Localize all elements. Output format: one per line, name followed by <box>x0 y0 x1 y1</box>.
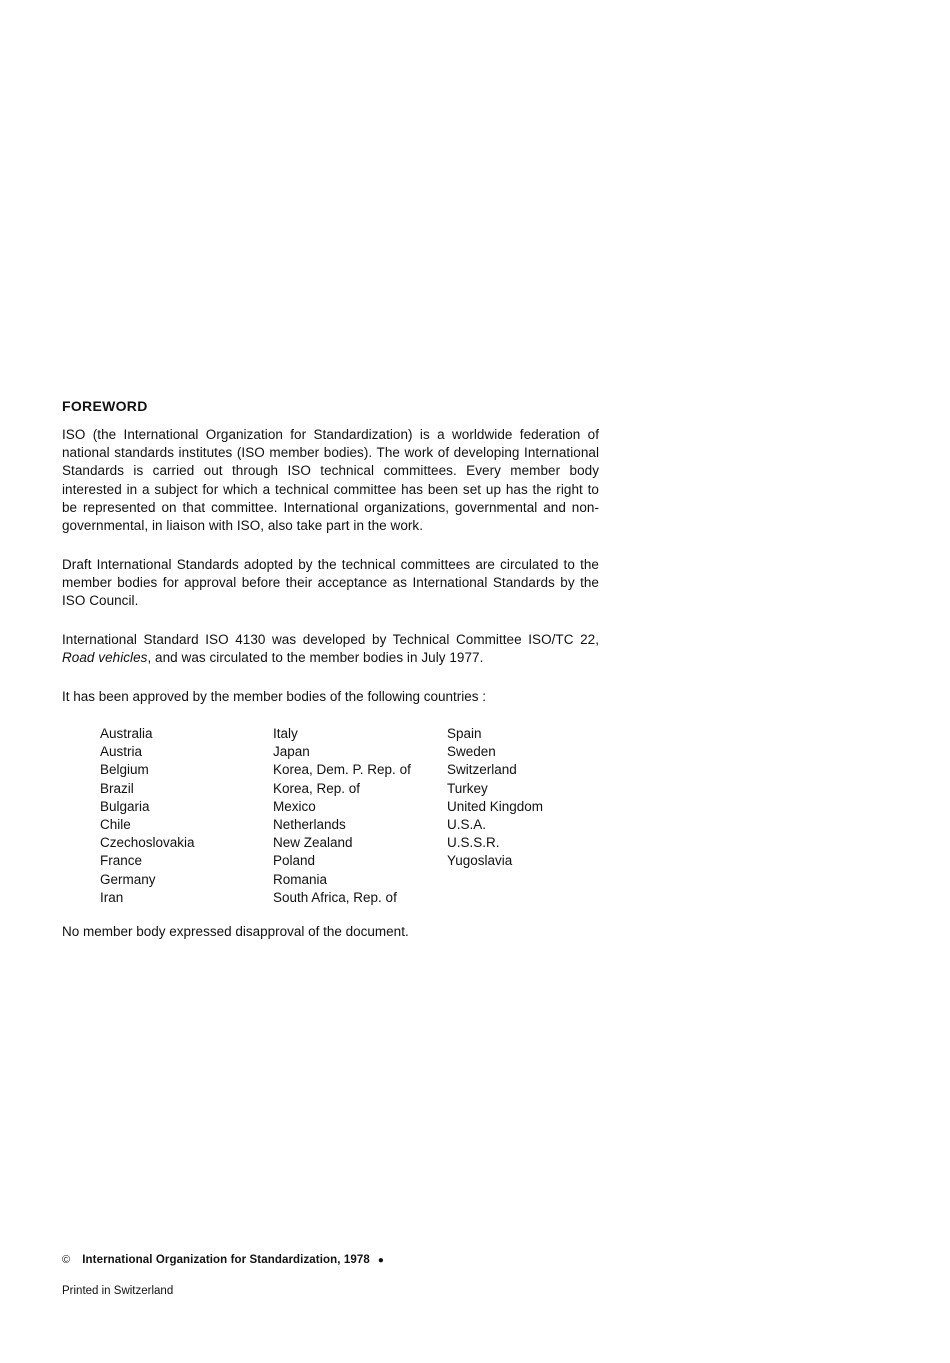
foreword-heading: FOREWORD <box>62 398 148 414</box>
country-item: Czechoslovakia <box>100 835 195 851</box>
paragraph-iso-4130 <box>62 631 599 667</box>
paragraph-iso-intro: ISO (the International Organization for Standardization) is a worldwide federation of national standards institutes (ISO member bodies). The work of developing International Standards is carried out through ISO technical committees. Every member body interested in a subject for which a technical committee has been set up has the right to be represented on that committee. International organizations, governmental and non-governmental, in liaison with ISO, also take part in the work. <box>62 427 599 534</box>
country-item: Romania <box>273 871 328 887</box>
country-item: Japan <box>273 744 310 760</box>
copyright-text: International Organization for Standardization, 1978 <box>82 1254 370 1266</box>
country-item: Germany <box>100 871 156 887</box>
country-item: U.S.S.R. <box>447 835 500 851</box>
paragraph-iso-4130-before: International Standard ISO 4130 was developed by Technical Committee ISO/TC 22, <box>62 632 599 647</box>
country-item: United Kingdom <box>447 798 544 814</box>
copyright-icon: © <box>62 1254 71 1266</box>
copyright-line <box>62 1254 599 1266</box>
country-item: Chile <box>100 817 131 833</box>
country-item: Iran <box>100 889 124 905</box>
country-item: Sweden <box>447 744 496 760</box>
paragraph-iso-4130-after: , and was circulated to the member bodies in July 1977. <box>147 650 484 666</box>
country-item: Spain <box>447 726 482 741</box>
country-column-2 <box>273 725 411 907</box>
country-item: Bulgaria <box>100 798 150 814</box>
country-item: Korea, Rep. of <box>273 780 361 796</box>
paragraph-iso-4130-italic-title: Road vehicles <box>62 650 148 666</box>
country-item: Korea, Dem. P. Rep. of <box>273 762 411 778</box>
country-item: Turkey <box>447 780 488 796</box>
country-item: France <box>100 853 143 869</box>
approved-line: It has been approved by the member bodies of the following countries : <box>62 689 487 704</box>
country-item: Italy <box>273 726 298 741</box>
country-column-3 <box>447 725 543 871</box>
country-item: Brazil <box>100 780 134 796</box>
country-list <box>62 725 599 907</box>
no-disapproval-line: No member body expressed disapproval of the document. <box>62 924 409 939</box>
country-item: South Africa, Rep. of <box>273 889 397 905</box>
country-item: Netherlands <box>273 817 346 833</box>
country-item: Belgium <box>100 762 149 778</box>
paragraph-draft-standards: Draft International Standards adopted by the technical committees are circulated to the member bodies for approval before their acceptance as International Standards by the ISO Council. <box>62 557 599 609</box>
country-column-1 <box>100 725 195 907</box>
country-item: Switzerland <box>447 762 517 778</box>
country-item: Australia <box>100 726 153 741</box>
bullet-icon: ● <box>377 1255 384 1266</box>
country-item: New Zealand <box>273 835 353 851</box>
country-item: Poland <box>273 853 316 869</box>
country-item: Mexico <box>273 798 316 814</box>
country-item: Austria <box>100 744 143 760</box>
country-item: U.S.A. <box>447 817 487 833</box>
country-item: Yugoslavia <box>447 853 513 869</box>
printed-in-line: Printed in Switzerland <box>62 1285 174 1297</box>
